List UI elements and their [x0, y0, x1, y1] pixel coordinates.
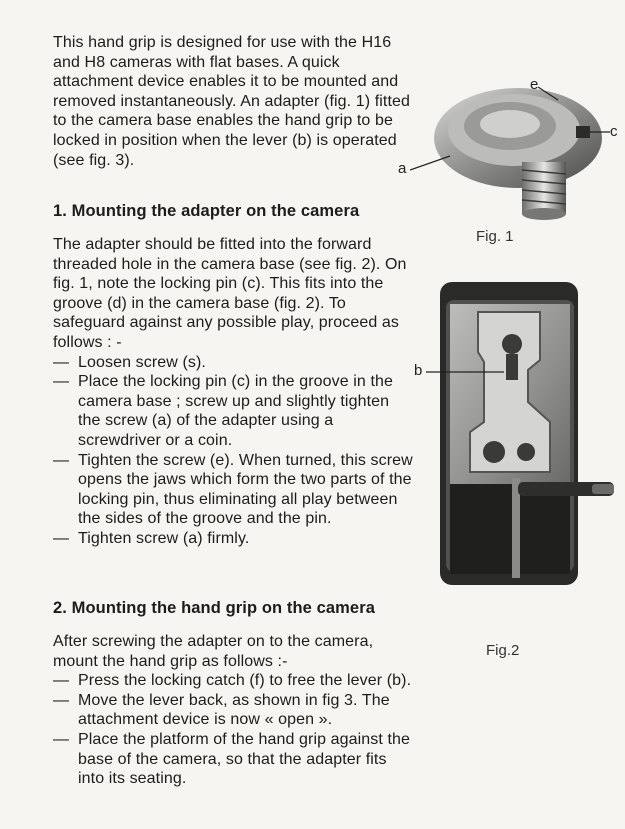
section-2-intro: After screwing the adapter on to the camera, mount the hand grip as follows :- — [53, 633, 374, 670]
section-1-steps — [53, 353, 413, 549]
list-item: — Tighten screw (a) firmly. — [53, 529, 250, 547]
list-item: — Press the locking catch (f) to free the lever (b). — [53, 672, 412, 690]
section-1-intro: The adapter should be fitted into the forward threaded hole in the camera base (see fig. 2). On fig. 1, note the locking pin (c). This fits into the groove (d) in the camera base (fig. 2). To safeguard against any possible play, proceed as follows : - — [53, 236, 407, 351]
intro-block — [53, 33, 413, 170]
fig-2-label-b: b — [414, 362, 423, 379]
section-1-heading: 1. Mounting the adapter on the camera — [53, 202, 360, 220]
list-item: — Move the lever back, as shown in fig 3. The attachment device is now « open ». — [53, 691, 390, 729]
fig-1-caption: Fig. 1 — [476, 228, 514, 245]
fig-1-adapter-illustration — [410, 70, 625, 230]
section-2-steps — [53, 671, 413, 789]
fig-2-camera-base-illustration — [400, 282, 620, 587]
fig-2-caption: Fig.2 — [486, 642, 520, 659]
list-item: — Place the platform of the hand grip against the base of the camera, so that the adapter fits into its seating. — [53, 730, 411, 788]
section-1 — [53, 201, 413, 549]
fig-1-label-e: e — [530, 76, 539, 93]
fig-1-label-a: a — [398, 160, 407, 177]
intro-paragraph: This hand grip is designed for use with the H16 and H8 cameras with flat bases. A quick attachment device enables it to be mounted and removed instantaneously. An adapter (fig. 1) fitted to the camera base enables the hand grip to be locked in position when the lever (b) is operated (see fig. 3). — [53, 34, 411, 169]
fig-1-label-c: c — [610, 123, 618, 140]
list-item: — Place the locking pin (c) in the groove in the camera base ; screw up and slightly tighten the screw (a) of the adapter using a screwdriver or a coin. — [53, 373, 393, 449]
section-2 — [53, 598, 413, 789]
section-2-heading: 2. Mounting the hand grip on the camera — [53, 599, 375, 617]
list-item: — Tighten the screw (e). When turned, this screw opens the jaws which form the two parts of the locking pin, thus eliminating all play between the sides of the groove and the pin. — [53, 451, 413, 528]
list-item: — Loosen screw (s). — [53, 353, 206, 371]
